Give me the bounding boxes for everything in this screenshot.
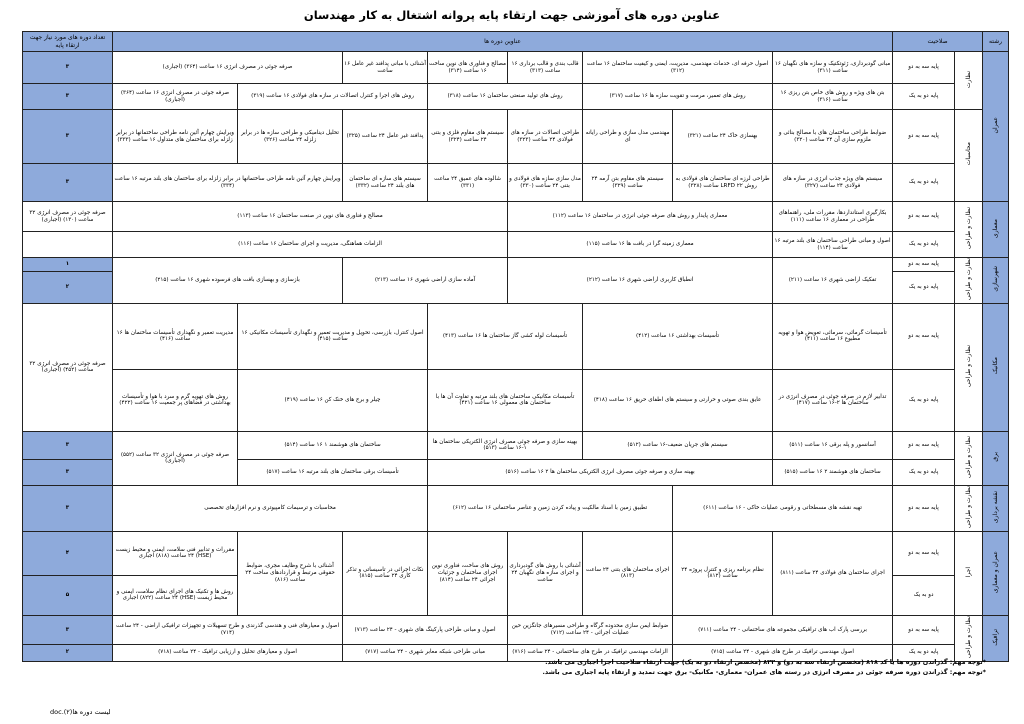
level-cell: پایه دو به یک [893, 459, 955, 485]
course-cell: تهیه نقشه های مسطحاتی و رقومی عملیات خاکی - ۱۶ ساعت (۶۱۱) [673, 485, 893, 531]
count-cell: ۳ [23, 164, 113, 202]
field-civil: عمران [983, 52, 1009, 202]
course-cell: تطبیق زمین با اسناد مالکیت و پیاده کردن زمین و عناصر ساختمانی ۱۶ ساعت (۶۱۲) [428, 485, 673, 531]
level-cell: پایه سه به دو [893, 303, 955, 369]
comp-survey: نظارت و طراحی [955, 485, 983, 531]
course-cell: روش ها و تکنیک های اجرای نظام سلامت، ایمنی و محیط زیست (HSE) ۲۴ ساعت (۸۲۲) اجباری [113, 575, 238, 615]
course-cell: تأسیسات گرمائی، سرمائی، تعویض هوا و تهویه مطبوع ۱۶ ساعت (۴۱۱) [773, 303, 893, 369]
course-cell: روش های اجرا و کنترل اتصالات در سازه های فولادی ۱۶ ساعت (۳۱۹) [238, 84, 428, 110]
field-elec: برق [983, 431, 1009, 485]
course-cell: طراحی اتصالات در سازه های فولادی ۲۴ ساعت (۳۲۳) [508, 110, 583, 164]
comp-nezarat: نظارت [955, 52, 983, 110]
course-cell: تأسیسات مکانیکی ساختمان های بلند مرتبه و تفاوت آن ها با ساختمان های معمولی ۱۶ ساعت (۴۲۱) [428, 369, 583, 431]
level-cell: پایه دو به یک [893, 644, 955, 661]
course-cell: بازسازی و بهسازی بافت های فرسوده شهری ۱۶ ساعت (۲۱۵) [113, 258, 343, 304]
course-cell: تفکیک اراضی شهری ۱۶ ساعت (۲۱۱) [773, 258, 893, 304]
notes [86, 658, 986, 678]
field-arch: معماری [983, 202, 1009, 258]
level-cell: پایه سه به دو [893, 110, 955, 164]
course-cell: روش های تولید صنعتی ساختمان ۱۶ ساعت (۳۱۸) [428, 84, 583, 110]
level-cell: پایه سه به دو [893, 531, 955, 575]
course-cell: سیستم های سازه ای ساختمان های بلند ۲۴ ساعت (۳۳۲) [343, 164, 428, 202]
course-cell: روش های تعمیر، مرمت و تقویت سازه ها ۱۶ ساعت (۳۱۷) [583, 84, 773, 110]
course-cell: عایق بندی صوتی و حرارتی و سیستم های اطفای حریق ۱۶ ساعت (۴۱۸) [583, 369, 773, 431]
course-cell: تأسیسات لوله کشی گاز ساختمان ها ۱۶ ساعت (۴۱۳) [428, 303, 583, 369]
note-1: *توجه مهم: گذراندن دوره ها یا کد ۸۱۸ (مخصص ارتقاء سه به دو) و ۸۲۲ (مخصص ارتقاء دو به یک) جهت ارتقاء صلاحیت اجرا اجباری می باشد. [545, 658, 986, 666]
course-cell: ویرایش چهارم آئین نامه طراحی ساختمانها در برابر زلزله برای ساختمان های بلند مرتبه ۱۶ ساعت (۳۳۴) [113, 164, 343, 202]
course-cell: مبانی طراحی شبکه معابر شهری - ۲۴ ساعت (۷۱۷) [343, 644, 508, 661]
course-cell: مدل سازی سازه های فولادی و بتنی ۲۴ ساعت (۳۳۰) [508, 164, 583, 202]
course-cell: سیستم های مقاوم بتن آرمه ۲۴ ساعت (۳۲۹) [583, 164, 673, 202]
comp-mohasebat: محاسبات [955, 110, 983, 202]
course-cell: آشنائی با مبانی پدافند غیر عامل ۱۶ ساعت [343, 52, 428, 84]
course-cell: چیلر و برج های خنک کن ۱۶ ساعت (۴۱۹) [238, 369, 428, 431]
field-exec: عمران و معماری [983, 531, 1009, 615]
course-cell: اصول و مبانی طراحی پارکینگ های شهری - ۲۴ ساعت (۷۱۳) [343, 615, 508, 644]
count-cell: ۲ [23, 272, 113, 304]
course-cell: آشنائی با شرح وظایف مجری، ضوابط حقوقی مرتبط و قراردادهای ساخت ۲۴ ساعت (۸۱۶) [238, 531, 343, 615]
course-cell: نکات اجرائی در تاسیساتی و تذکر کاری ۲۴ ساعت (۸۱۵) [343, 531, 428, 615]
course-cell: روش های ساخت، فناوری نوین اجرای ساختمان و جزئیات اجرائی ۲۴ ساعت (۸۱۴) [428, 531, 508, 615]
comp-exec: اجرا [955, 531, 983, 615]
course-cell: طراحی لرزه ای ساختمان های فولادی به روش LRFD ۲۲ ساعت (۳۲۸) [673, 164, 773, 202]
course-cell: صرفه جوئی در مصرف انرژی ۳۲ ساعت (۵۵۲) (اجباری) [113, 431, 238, 485]
course-cell: الزامات مهندسی ترافیک در طرح های ساختمانی - ۲۴ ساعت (۷۱۶) [508, 644, 673, 661]
course-cell: اصول کنترل، بازرسی، تحویل و مدیریت تعمیر و نگهداری تأسیسات مکانیکی ۱۶ ساعت (۴۱۵) [238, 303, 428, 369]
course-cell: سیستم های ویژه جذب انرژی در سازه های فولادی ۲۴ ساعت (۳۲۷) [773, 164, 893, 202]
level-cell: پایه دو به یک [893, 164, 955, 202]
course-cell: مبانی گودبرداری، ژئوتکنیک و سازه های نگهبان ۱۶ ساعت (۳۱۱) [773, 52, 893, 84]
page-title: عناوین دوره های آموزشی جهت ارتقاء پایه پروانه اشتغال به کار مهندسان [303, 8, 721, 22]
footer-filename: لیست دوره ها(۲).doc [50, 708, 111, 716]
course-cell: مدیریت تعمیر و نگهداری تأسیسات ساختمان ها ۱۶ ساعت (۴۱۶) [113, 303, 238, 369]
course-cell: تأسیسات برقی ساختمان های بلند مرتبه ۱۶ ساعت (۵۱۷) [238, 459, 428, 485]
course-cell: اصول و معیارهای فنی و هندسی گذرندی و طرح تسهیلات و تجهیزات ترافیکی اراضی - ۲۴ ساعت (۷۱۴) [113, 615, 343, 644]
course-cell: صرفه جوئی در مصرف انرژی ۱۶ ساعت (۳۶۴) (اجباری) [113, 84, 238, 110]
course-cell: بکارگیری استانداردها، مقررات ملی، راهنماهای طراحی در معماری ۱۶ ساعت (۱۱۱) [773, 202, 893, 232]
count-cell: ۲ [23, 644, 113, 661]
level-cell: پایه سه به دو [893, 431, 955, 459]
course-cell: مصالح و فناوری های نوین در صنعت ساختمان ۱۶ ساعت (۱۱۳) [113, 202, 508, 232]
count-cell: ۳ [23, 84, 113, 110]
course-cell: مقررات و تدابیر فنی سلامت، ایمنی و محیط زیست (HSE) ۲۴ ساعت (۸۱۸) اجباری [113, 531, 238, 575]
level-cell: پایه دو به یک [893, 232, 955, 258]
count-cell: ۴ [23, 531, 113, 575]
course-cell: معماری زمینه گرا در بافت ها ۱۶ ساعت (۱۱۵) [508, 232, 773, 258]
course-cell: اصول و مبانی طراحی ساختمان های بلند مرتبه ۱۶ ساعت (۱۱۴) [773, 232, 893, 258]
field-mech: مکانیک [983, 303, 1009, 431]
count-cell: ۳ [23, 52, 113, 84]
count-cell: ۳ [23, 431, 113, 459]
course-cell: اصول حرفه ای، خدمات مهندسی، مدیریت، ایمنی و کیفیت ساختمان ۱۶ ساعت (۳۱۲) [583, 52, 773, 84]
comp-urban: نظارت و طراحی [955, 258, 983, 304]
level-cell: پایه دو به یک [893, 84, 955, 110]
header-course-count: تعداد دوره های مورد نیاز جهت ارتقاء پایه [23, 32, 113, 52]
count-cell: ۳ [23, 615, 113, 644]
count-cell: ۱ [23, 258, 113, 272]
note-2: *توجه مهم: گذراندن دوره صرفه جوئی در مصرف انرژی در رسته های عمران- معماری- مکانیک- برق جهت تمدید و ارتقاء پایه اجباری می باشد. [542, 667, 986, 676]
course-cell: بهینه سازی و صرفه جوئی مصرف انرژی الکتریکی ساختمان ها ۲ ۱۶ ساعت (۵۱۶) [428, 459, 773, 485]
courses-table [22, 31, 1009, 662]
level-cell: پایه سه به دو [893, 485, 955, 531]
course-cell: بهینه سازی و صرفه جوئی مصرف انرژی الکتریکی ساختمان ها ۱-۱۶ ساعت (۵۱۳) [428, 431, 583, 459]
course-cell: انطباق کاربری اراضی شهری ۱۶ ساعت (۲۱۲) [508, 258, 773, 304]
course-cell: مهندسی مدل سازی و طراحی رایانه ای [583, 110, 673, 164]
level-cell: پایه دو به یک [893, 272, 955, 304]
count-cell: ۵ [23, 575, 113, 615]
header-field: رشته [983, 32, 1009, 52]
level-cell: پایه سه به دو [893, 52, 955, 84]
course-cell: محاسبات و ترسیمات کامپیوتری و نرم افزارهای تخصصی [113, 485, 428, 531]
course-cell: تأسیسات بهداشتی ۱۶ ساعت (۴۱۲) [583, 303, 773, 369]
course-cell: نظام برنامه ریزی و کنترل پروژه ۲۴ ساعت (۸۱۲) [673, 531, 773, 615]
course-cell: صرفه جوئی در مصرف انرژی ۳۲ ساعت (۴۵۲) (اجباری) [23, 303, 113, 431]
course-cell: ضوابط طراحی ساختمان های با مصالح بنائی و ملزوم سازی آن ۲۴ ساعت (۳۲۰) [773, 110, 893, 164]
course-cell: سیستم های مقاوم فلزی و بتنی ۲۴ ساعت (۳۲۴) [428, 110, 508, 164]
course-cell: معماری پایدار و روش های صرفه جوئی انرژی در ساختمان ۱۶ ساعت (۱۱۲) [508, 202, 773, 232]
course-cell: ساختمان های هوشمند ۲ ۱۶ ساعت (۵۱۵) [773, 459, 893, 485]
course-cell: آماده سازی اراضی شهری ۱۶ ساعت (۲۱۳) [343, 258, 508, 304]
course-cell: اجرای ساختمان های بتنی ۲۴ ساعت (۸۱۳) [583, 531, 673, 615]
field-urban: شهرسازی [983, 258, 1009, 304]
comp-traffic: نظارت و طراحی [955, 615, 983, 661]
course-cell: تحلیل دینامیکی و طراحی سازه ها در برابر زلزله ۲۴ ساعت (۳۲۶) [238, 110, 343, 164]
empty-cell [23, 232, 113, 258]
level-cell: پایه سه به دو [893, 258, 955, 272]
header-competency: صلاحیت [893, 32, 983, 52]
course-cell: الزامات هماهنگی، مدیریت و اجرای ساختمان ۱۶ ساعت (۱۱۶) [113, 232, 508, 258]
course-cell: بهسازی خاک ۲۴ ساعت (۳۲۱) [673, 110, 773, 164]
field-traffic: ترافیک [983, 615, 1009, 661]
count-cell: ۳ [23, 110, 113, 164]
count-cell: ۳ [23, 485, 113, 531]
course-cell: ضوابط ایمن سازی محدوده گرگاه و طراحی مسیرهای جانگزین حین عملیات اجرائی - ۲۴ ساعت (۷۱۲) [508, 615, 673, 644]
level-cell: پایه سه به دو [893, 202, 955, 232]
count-cell: ۳ [23, 459, 113, 485]
course-cell: ویرایش چهارم آئین نامه طراحی ساختمانها در برابر زلزله برای ساختمان های متداول ۱۶ ساعت (۳۳۳) [113, 110, 238, 164]
comp-mech: نظارت و طراحی [955, 303, 983, 431]
course-cell: ساختمان های هوشمند ۱ ۱۶ ساعت (۵۱۴) [238, 431, 428, 459]
level-cell: پایه سه به دو [893, 615, 955, 644]
comp-arch: نظارت و طراحی [955, 202, 983, 258]
course-cell: سیستم های جریان ضعیف-۱۶ ساعت (۵۱۲) [583, 431, 773, 459]
course-cell: بررسی پارک اب های ترافیکی مجموعه های ساختمانی - ۲۴ ساعت (۷۱۱) [673, 615, 893, 644]
course-cell: قالب بندی و قالب برداری ۱۶ ساعت (۳۱۳) [508, 52, 583, 84]
level-cell: دو به یک [893, 575, 955, 615]
field-survey: نقشه برداری [983, 485, 1009, 531]
header-course-titles: عناوین دوره ها [113, 32, 893, 52]
course-cell: مصالح و فناوری های نوین ساخت ۱۶ ساعت (۳۱۴) [428, 52, 508, 84]
course-cell: صرفه جوئی در مصرف انرژی ۳۲ ساعت (۱۳۰) (اجباری) [23, 202, 113, 232]
course-cell: صرفه جوئی در مصرف انرژی ۱۶ ساعت (۳۶۴) (اجباری) [113, 52, 343, 84]
course-cell: تدابیر لازم در صرفه جوئی در مصرف انرژی در ساختمان ها ۲-۱۶ ساعت (۴۱۷) [773, 369, 893, 431]
course-cell: پدافند غیر عامل ۲۴ ساعت (۳۲۵) [343, 110, 428, 164]
course-cell: شالوده های عمیق ۲۴ ساعت (۳۳۱) [428, 164, 508, 202]
course-cell: روش های تهویه گرم و سرد با هوا و تأسیسات بهداشتی در فضاهای پر جمعیت ۱۶ ساعت (۴۲۲) [113, 369, 238, 431]
level-cell: پایه دو به یک [893, 369, 955, 431]
course-cell: اصول و معیارهای تحلیل و ارزیابی ترافیک - ۲۴ ساعت (۷۱۸) [113, 644, 343, 661]
course-cell: اصول مهندسی ترافیک در طرح های شهری - ۲۴ ساعت (۷۱۵) [673, 644, 893, 661]
comp-elec: نظارت و طراحی [955, 431, 983, 485]
course-cell: آسانسور و پله برقی ۱۶ ساعت (۵۱۱) [773, 431, 893, 459]
course-cell: آشنائی با روش های گودبرداری و اجرای سازه های نگهبان ۲۴ ساعت [508, 531, 583, 615]
course-cell: اجرای ساختمان های فولادی ۲۴ ساعت (۸۱۱) [773, 531, 893, 615]
course-cell: بتن های ویژه و روش های خاص بتن ریزی ۱۶ ساعت (۳۱۶) [773, 84, 893, 110]
